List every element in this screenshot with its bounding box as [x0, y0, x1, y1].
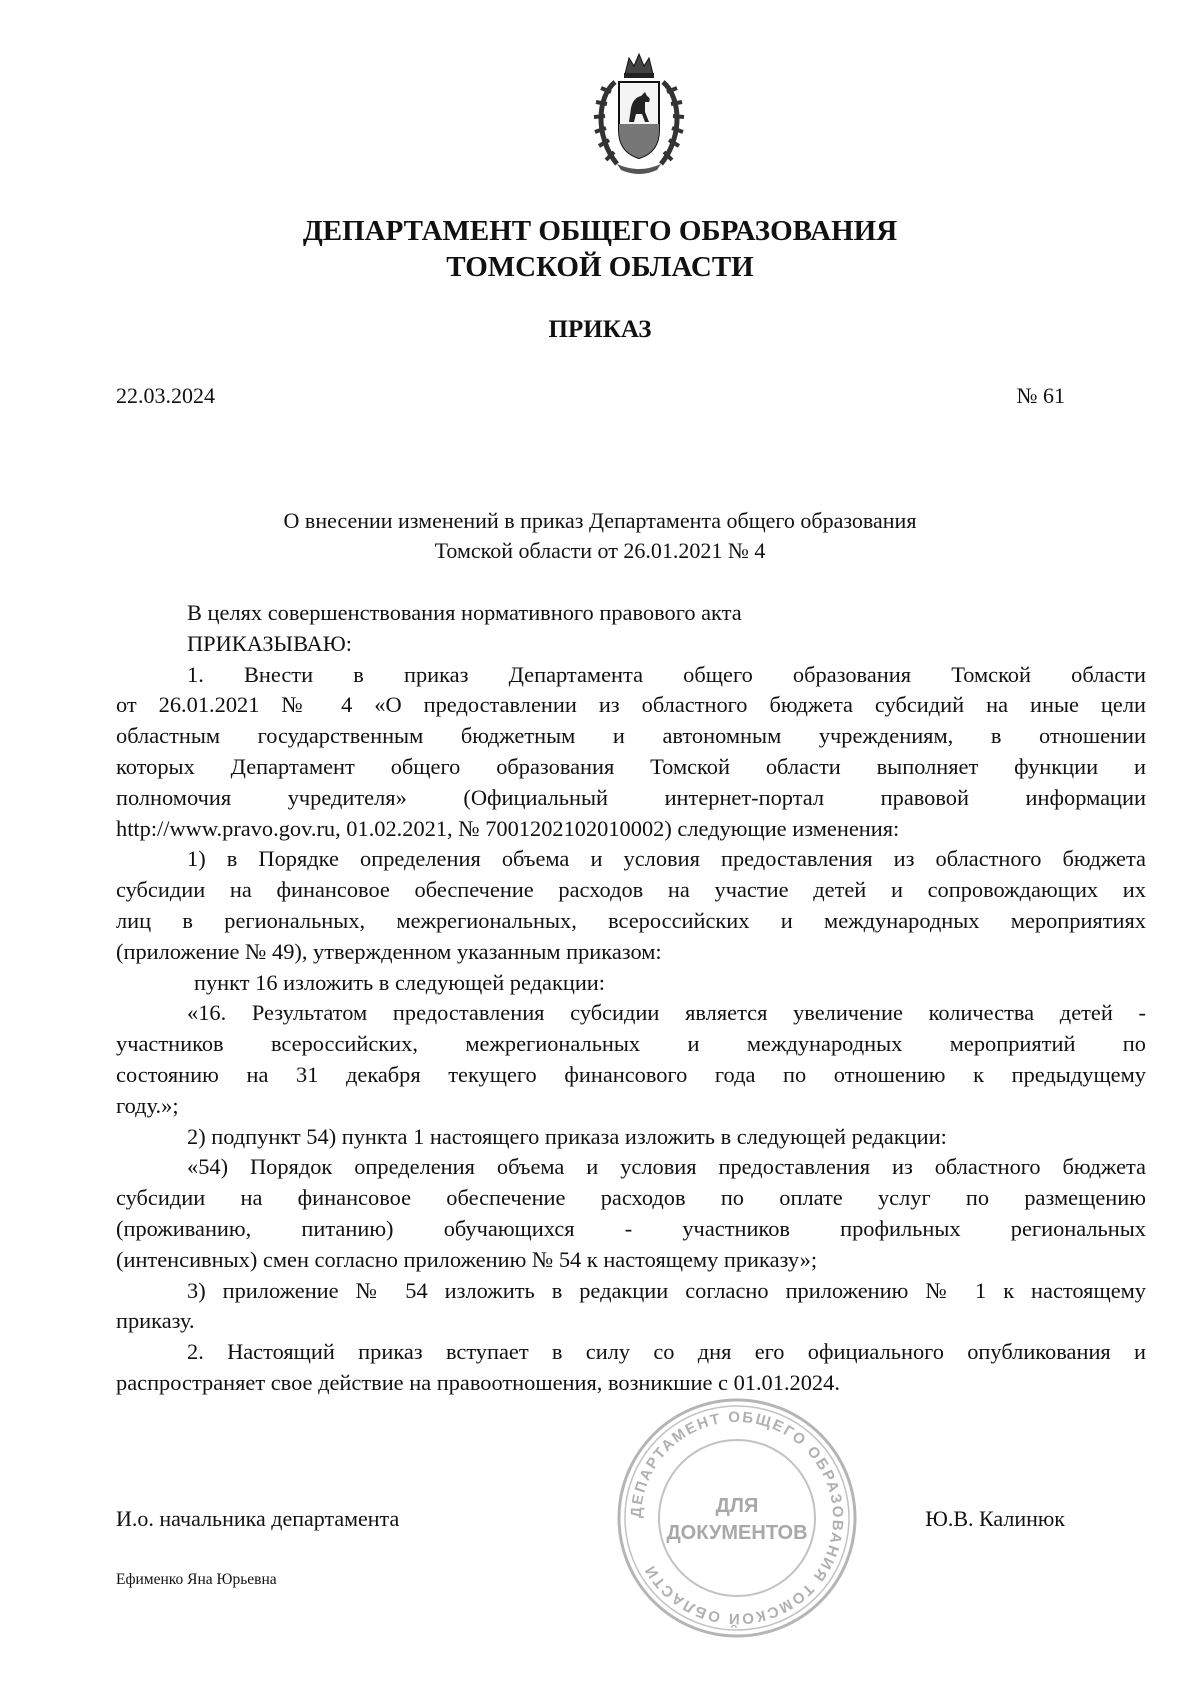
body-line: «16. Результатом предоставления субсидии является увеличение количества детей -: [187, 1000, 1146, 1026]
signatory-position: И.о. начальника департамента: [116, 1506, 400, 1531]
body-line: субсидии на финансовое обеспечение расходов на участие детей и сопровождающих их: [116, 877, 1146, 903]
signatory-name: Ю.В. Калинюк: [925, 1506, 1065, 1531]
preamble: В целях совершенствования нормативного правового акта: [187, 600, 742, 625]
body-line: приказу.: [116, 1308, 195, 1334]
seal-center-text: ДЛЯ: [715, 1495, 759, 1517]
decree-word: ПРИКАЗЫВАЮ:: [187, 630, 353, 656]
body-line: 3) приложение № 54 изложить в редакции согласно приложению № 1 к настоящему: [187, 1277, 1146, 1303]
body-line: участников всероссийских, межрегиональных и международных мероприятий по: [116, 1031, 1146, 1057]
body-line: лиц в региональных, межрегиональных, всероссийских и международных мероприятиях: [116, 907, 1146, 933]
body-line: областным государственным бюджетным и автономным учреждениям, в отношении: [116, 723, 1146, 749]
body-line: 1. Внести в приказ Департамента общего образования Томской области: [187, 661, 1146, 687]
coat-of-arms-icon: [587, 52, 691, 180]
body-line: полномочия учредителя» (Официальный интернет-портал правовой информации: [116, 784, 1146, 810]
org-name-line1: ДЕПАРТАМЕНТ ОБЩЕГО ОБРАЗОВАНИЯ: [302, 215, 898, 247]
body-line: субсидии на финансовое обеспечение расходов по оплате услуг по размещению: [116, 1185, 1146, 1211]
body-line: http://www.pravo.gov.ru, 01.02.2021, № 7001202102010002) следующие изменения:: [116, 815, 900, 841]
org-name-line2: ТОМСКОЙ ОБЛАСТИ: [446, 251, 754, 283]
order-date: 22.03.2024: [116, 383, 215, 408]
body-line: пункт 16 изложить в следующей редакции:: [194, 969, 606, 995]
document-type: ПРИКАЗ: [548, 316, 652, 343]
order-number: № 61: [1016, 383, 1065, 408]
seal-ring-text: ДЕПАРТАМЕНТ ОБЩЕГО ОБРАЗОВАНИЯ ТОМСКОЙ ОБЛАСТИ: [627, 1408, 847, 1628]
seal-stamp: [613, 1394, 861, 1642]
body-line: году.»;: [116, 1092, 179, 1118]
subject-line: О внесении изменений в приказ Департамента общего образования: [283, 508, 917, 533]
body-line: 2. Настоящий приказ вступает в силу со дня его официального опубликования и: [187, 1339, 1146, 1365]
body-line: (интенсивных) смен согласно приложению № 54 к настоящему приказу»;: [116, 1246, 818, 1272]
body-line: состоянию на 31 декабря текущего финансового года по отношению к предыдущему: [116, 1061, 1146, 1087]
body-line: 1) в Порядке определения объема и условия предоставления из областного бюджета: [187, 846, 1146, 872]
body-line: «54) Порядок определения объема и условия предоставления из областного бюджета: [187, 1154, 1146, 1180]
body-line: (приложение № 49), утвержденном указанным приказом:: [116, 938, 662, 964]
seal-center-text: ДОКУМЕНТОВ: [666, 1522, 808, 1544]
body-line: которых Департамент общего образования Томской области выполняет функции и: [116, 753, 1146, 779]
subject-line: Томской области от 26.01.2021 № 4: [434, 538, 766, 563]
order-subject: [0, 506, 1200, 566]
order-body: [116, 598, 1146, 1399]
body-line: распространяет свое действие на правоотношения, возникшие с 01.01.2024.: [116, 1369, 840, 1395]
body-line: от 26.01.2021 № 4 «О предоставлении из областного бюджета субсидий на иные цели: [116, 692, 1146, 718]
body-line: 2) подпункт 54) пункта 1 настоящего приказа изложить в следующей редакции:: [187, 1123, 947, 1149]
body-line: (проживанию, питанию) обучающихся - участников профильных региональных: [116, 1215, 1146, 1241]
executor-name: Ефименко Яна Юрьевна: [116, 1571, 277, 1588]
